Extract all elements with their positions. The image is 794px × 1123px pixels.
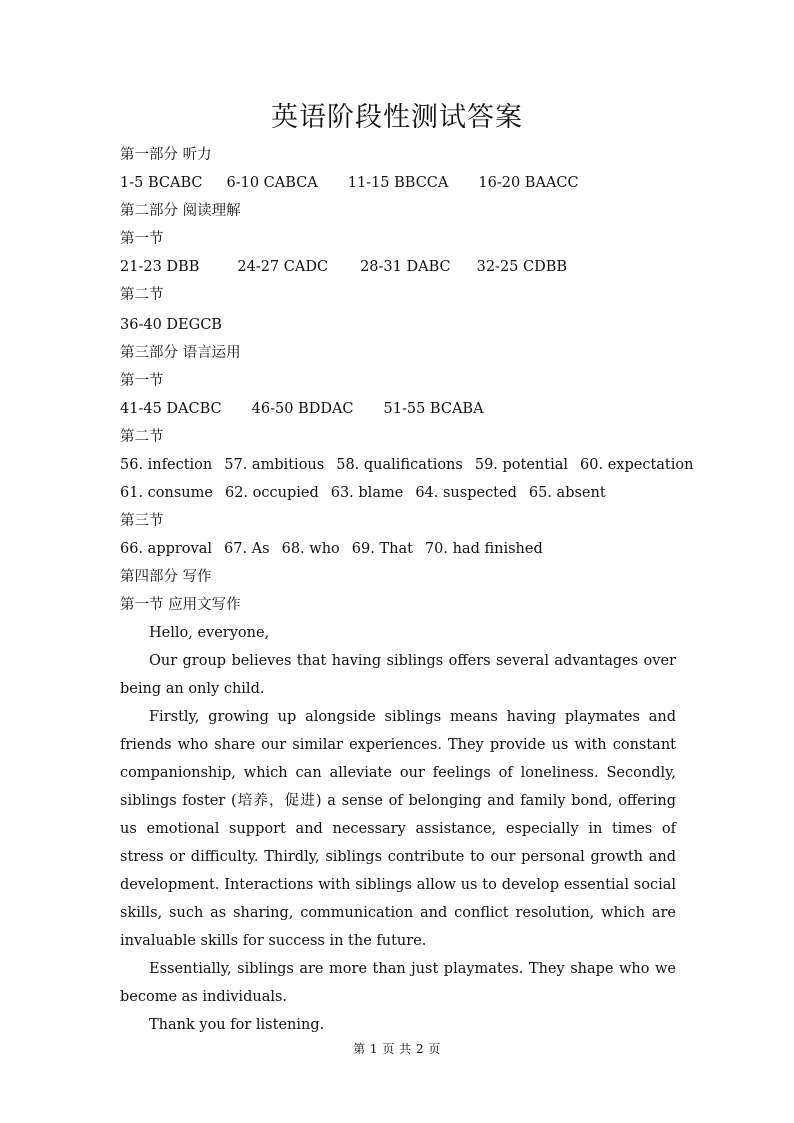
answer-group: 16-20 BAACC (478, 175, 579, 191)
part2-sec2-answers (120, 311, 676, 339)
answer-word: 63. blame (330, 485, 404, 501)
answer-group: 6-10 CABCA (226, 175, 318, 191)
answer-content (120, 141, 694, 1039)
essay-body (120, 619, 676, 1039)
part2-sec1-heading: 第一节 (120, 231, 164, 247)
answer-word: 60. expectation (580, 457, 694, 473)
answer-word: 61. consume (120, 485, 213, 501)
part3-heading: 第三部分 语言运用 (120, 345, 241, 361)
page-title: 英语阶段性测试答案 (271, 102, 523, 133)
answer-group: 41-45 DACBC (120, 401, 222, 417)
answer-group: 11-15 BBCCA (347, 175, 449, 191)
part1-heading: 第一部分 听力 (120, 147, 212, 163)
part3-sec2-row2 (120, 479, 676, 507)
part3-sec2-row1 (120, 451, 694, 479)
answer-group: 21-23 DBB (120, 259, 200, 275)
answer-word: 70. had finished (424, 541, 543, 557)
essay-closing: Thank you for listening. (149, 1017, 325, 1033)
part4-sec1-heading: 第一节 应用文写作 (120, 597, 241, 613)
part3-sec3-row1 (120, 535, 676, 563)
part3-sec1-answers (120, 395, 676, 423)
answer-group: 28-31 DABC (360, 259, 451, 275)
answer-word: 66. approval (120, 541, 213, 557)
answer-word: 67. As (224, 541, 270, 557)
answer-group: 46-50 BDDAC (251, 401, 354, 417)
answer-group: 36-40 DEGCB (120, 317, 222, 333)
part2-sec1-answers (120, 253, 676, 281)
essay-paragraph: Essentially, siblings are more than just playmates. They shape who we become as individuals. (120, 961, 676, 1005)
essay-greeting: Hello, everyone, (149, 625, 270, 641)
part3-sec3-heading: 第三节 (120, 513, 164, 529)
answer-word: 58. qualifications (336, 457, 463, 473)
answer-word: 59. potential (474, 457, 569, 473)
part2-heading: 第二部分 阅读理解 (120, 203, 241, 219)
answer-group: 32-25 CDBB (476, 259, 568, 275)
part3-sec1-heading: 第一节 (120, 373, 164, 389)
answer-word: 68. who (281, 541, 340, 557)
essay-paragraph: Our group believes that having siblings offers several advantages over being an only child. (120, 653, 676, 697)
part4-heading: 第四部分 写作 (120, 569, 212, 585)
answer-group: 1-5 BCABC (120, 175, 203, 191)
answer-word: 62. occupied (224, 485, 319, 501)
answer-word: 56. infection (120, 457, 213, 473)
part2-sec2-heading: 第二节 (120, 287, 164, 303)
part3-sec2-heading: 第二节 (120, 429, 164, 445)
answer-group: 51-55 BCABA (383, 401, 484, 417)
answer-word: 65. absent (528, 485, 606, 501)
answer-word: 64. suspected (415, 485, 517, 501)
part1-answers (120, 169, 676, 197)
answer-group: 24-27 CADC (237, 259, 329, 275)
page-footer: 第 1 页 共 2 页 (353, 1042, 441, 1056)
answer-word: 57. ambitious (224, 457, 325, 473)
essay-paragraph: Firstly, growing up alongside siblings means having playmates and friends who share our similar experiences. They provide us with constant companionship, which can alleviate our feelings of loneliness. Secondly, siblings foster (培养，促进) a sense of belonging and family bond, offering us emotional support and necessary assistance, especially in times of stress or difficulty. Thirdly, siblings contribute to our personal growth and development. Interactions with siblings allow us to develop essential social skills, such as sharing, communication and conflict resolution, which are invaluable skills for success in the future. (120, 709, 676, 949)
answer-word: 69. That (351, 541, 413, 557)
